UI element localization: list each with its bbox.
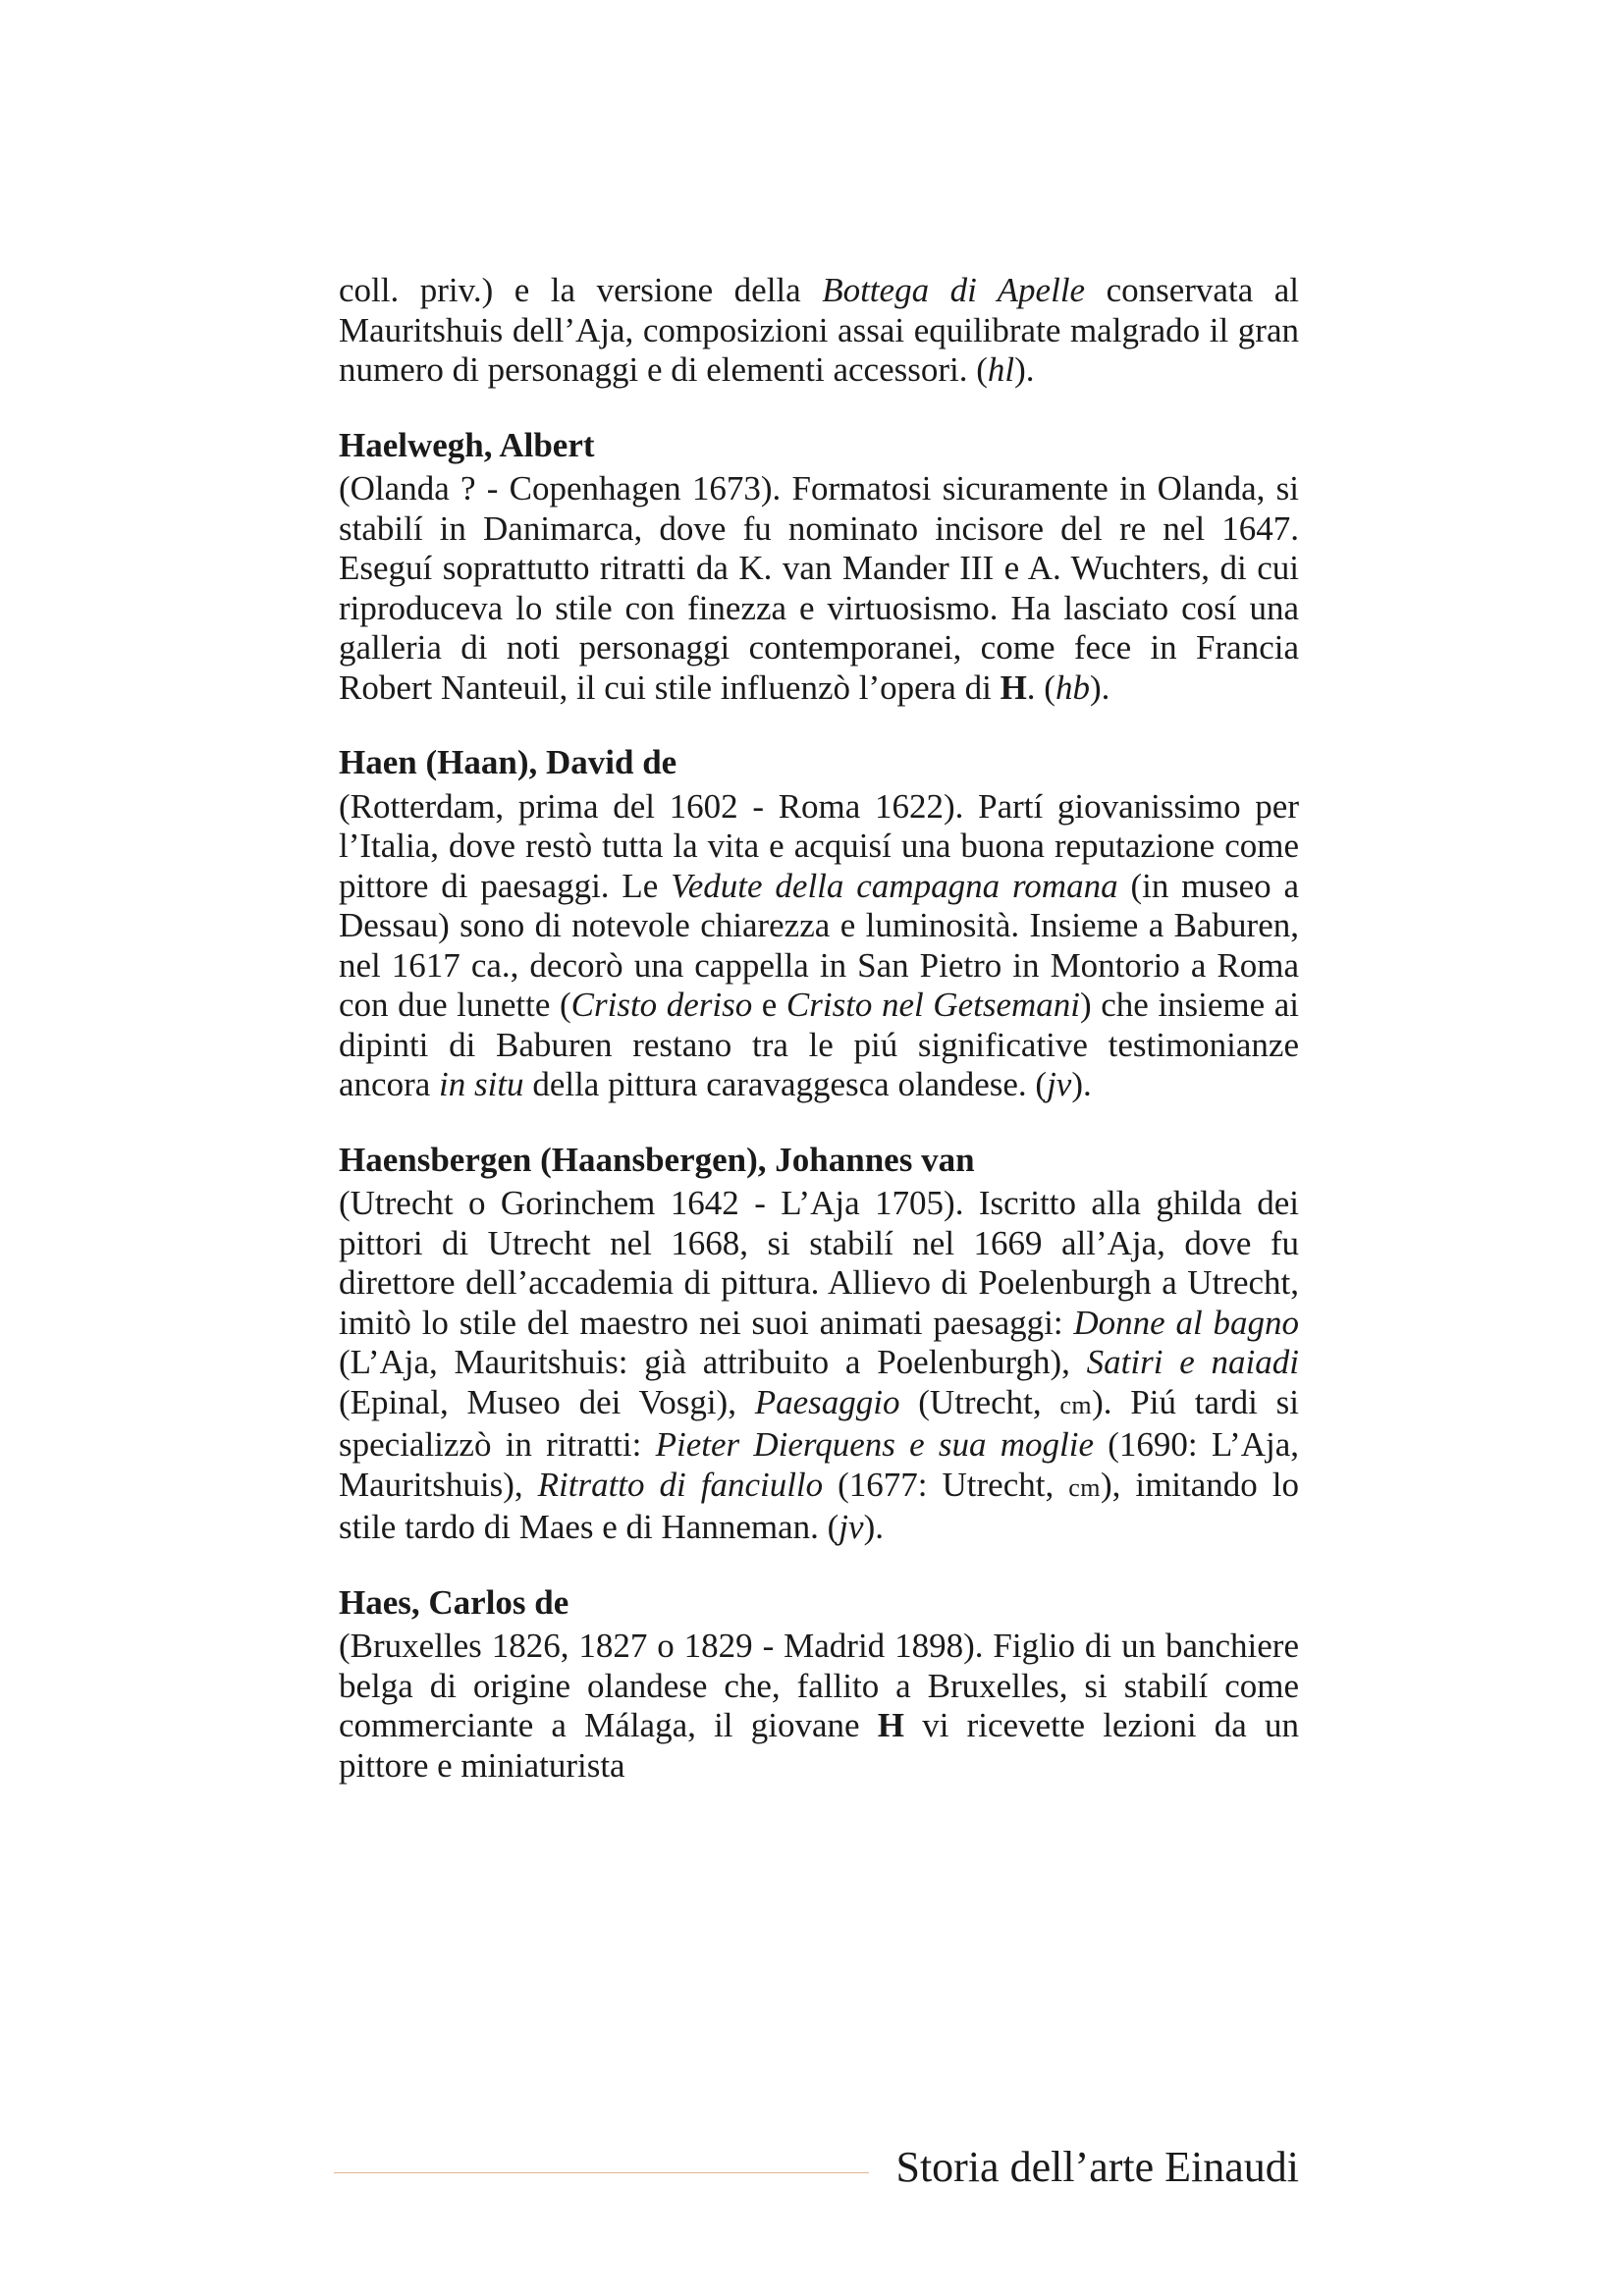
text-run: ).: [1071, 1065, 1092, 1103]
text-run: (Epinal, Museo dei Vosgi),: [339, 1382, 755, 1421]
text-run: (Utrecht o Gorinchem 1642 - L’Aja 1705). Iscritto alla ghilda dei pittori di Utrecht nel 1668, si stabilí nel 1669 all’Aja, dove fu direttore dell’accademia di pittura. Allievo di Poelenburgh a Utrecht, imitò lo stile del maestro nei suoi animati paesaggi:: [339, 1184, 1299, 1342]
italic-run: Ritratto di fanciullo: [537, 1465, 824, 1504]
italic-run: Donne al bagno: [1073, 1303, 1299, 1342]
entry-text: [339, 1627, 1299, 1786]
text-run: (1677: Utrecht,: [823, 1465, 1069, 1504]
text-run: della pittura caravaggesca olandese. (: [523, 1065, 1048, 1103]
text-run: ).: [1089, 667, 1110, 707]
text-run: ).: [863, 1508, 884, 1546]
italic-run: Vedute della campagna romana: [671, 866, 1118, 905]
footer-divider: [334, 2172, 869, 2173]
entry-heading: Haelwegh, Albert: [339, 425, 595, 464]
bold-run: H: [1000, 667, 1027, 707]
entry-haelwegh: [339, 426, 1299, 709]
text-run: (Rotterdam, prima del 1602 - Roma 1622). Partí giovanissimo per l’Italia, dove restò tutta la vita e acquisí una buona reputazione come pittore di paesaggi. Le: [339, 786, 1299, 905]
entry-text: [339, 469, 1299, 708]
italic-run: Pieter Dierquens e sua moglie: [655, 1425, 1095, 1464]
text-run: ) che insieme ai dipinti di Baburen restano tra le piú significative testimonianze ancora: [339, 986, 1299, 1103]
text-run: conservata al Mauritshuis dell’Aja, composizioni assai equilibrate malgrado il gran numero di personaggi e di elementi accessori. (: [339, 271, 1299, 389]
author-initials: jv: [839, 1508, 864, 1546]
author-initials: hb: [1055, 667, 1090, 707]
text-run: ).: [1014, 350, 1035, 389]
author-initials: jv: [1047, 1065, 1072, 1103]
text-run: e: [752, 986, 786, 1024]
italic-run: Cristo nel Getsemani: [785, 986, 1080, 1024]
entry-haes: [339, 1583, 1299, 1787]
entry-haensbergen: [339, 1141, 1299, 1548]
entry-heading: Haen (Haan), David de: [339, 743, 677, 781]
entry-heading: Haes, Carlos de: [339, 1582, 569, 1622]
italic-run: in situ: [439, 1065, 524, 1103]
italic-run: Bottega di Apelle: [822, 271, 1086, 309]
smallcaps-run: cm: [1068, 1472, 1101, 1502]
smallcaps-run: cm: [1059, 1390, 1093, 1419]
author-initials: hl: [987, 350, 1015, 389]
entry-heading: Haensbergen (Haansbergen), Johannes van: [339, 1140, 975, 1179]
text-run: (1690: L’Aja, Mauritshuis),: [339, 1425, 1299, 1504]
text-run: (in museo a Dessau) sono di notevole chiarezza e luminosità. Insieme a Baburen, nel 1617 ca., decorò una cappella in San Pietro in Montorio a Roma con due lunette (: [339, 866, 1300, 1024]
intro-paragraph: [339, 271, 1299, 391]
text-run: ), imitando lo stile tardo di Maes e di Hanneman. (: [339, 1465, 1300, 1546]
italic-run: Paesaggio: [754, 1382, 900, 1421]
entry-text: [339, 1184, 1299, 1548]
text-run: vi ricevette lezioni da un pittore e miniaturista: [339, 1706, 1299, 1785]
text-run: . (: [1026, 667, 1055, 707]
entry-text: [339, 787, 1299, 1105]
page-body: [339, 271, 1299, 1786]
text-run: (L’Aja, Mauritshuis: già attribuito a Poelenburgh),: [339, 1343, 1087, 1381]
text-run: (Utrecht,: [899, 1382, 1060, 1421]
italic-run: Cristo deriso: [570, 986, 753, 1024]
text-run: ). Piú tardi si specializzò in ritratti:: [339, 1382, 1299, 1464]
entry-haen: [339, 743, 1299, 1105]
bold-run: H: [877, 1706, 904, 1744]
text-run: (Bruxelles 1826, 1827 o 1829 - Madrid 1898). Figlio di un banchiere belga di origine olandese che, fallito a Bruxelles, si stabilí come commerciante a Málaga, il giovane: [339, 1627, 1299, 1744]
footer-title: Storia dell’arte Einaudi: [895, 2143, 1299, 2191]
text-run: (Olanda ? - Copenhagen 1673). Formatosi sicuramente in Olanda, si stabilí in Danimarca, dove fu nominato incisore del re nel 1647. Eseguí soprattutto ritratti da K. van Mander III e A. Wuchters, di cui riproduceva lo stile con finezza e virtuosismo. Ha lasciato cosí una galleria di noti personaggi contemporanei, come fece in Francia Robert Nanteuil, il cui stile influenzò l’opera di: [339, 469, 1299, 707]
text-run: coll. priv.) e la versione della: [339, 271, 823, 309]
italic-run: Satiri e naiadi: [1086, 1343, 1299, 1381]
